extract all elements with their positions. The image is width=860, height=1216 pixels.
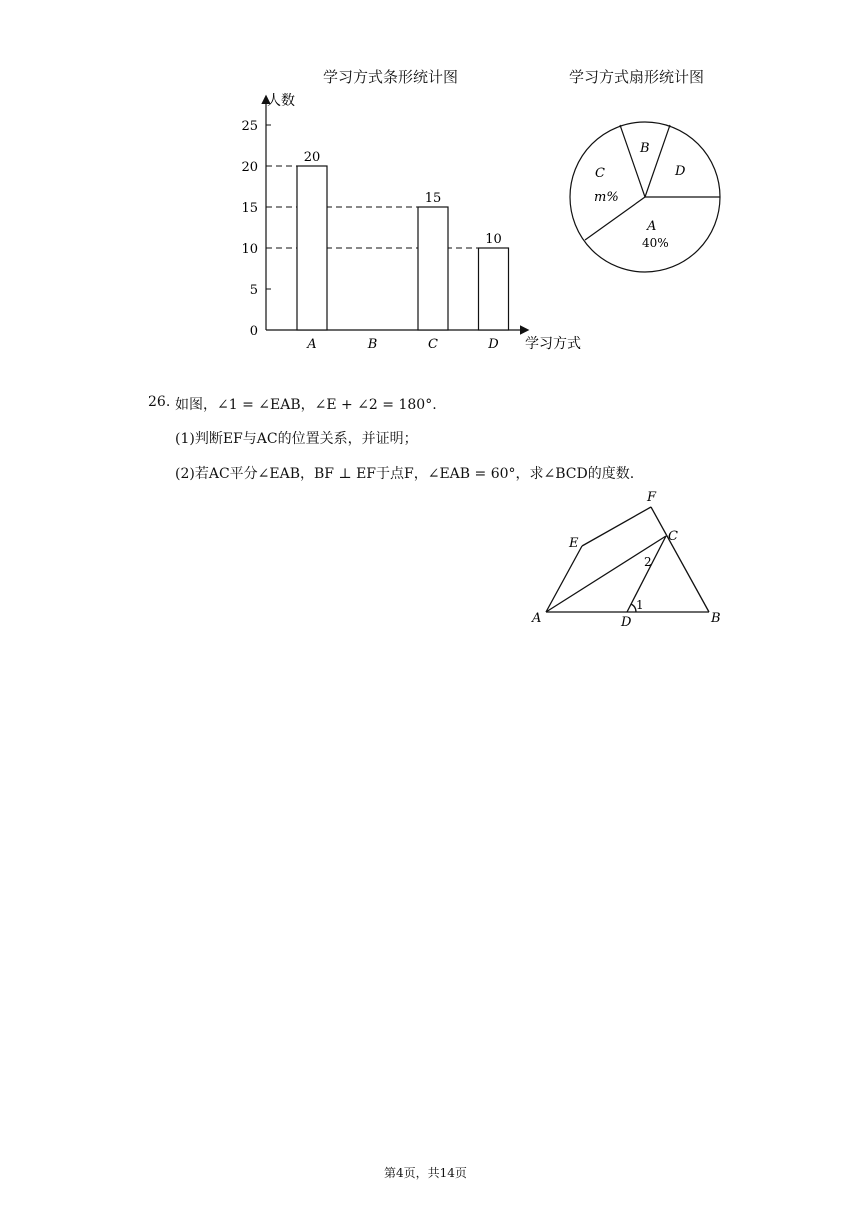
y-tick-label: 20: [241, 160, 258, 175]
angle-2-label: 2: [644, 555, 652, 569]
segment-ef: [582, 507, 651, 546]
pie-value-a: 40%: [642, 236, 669, 250]
pie-label-d: D: [675, 164, 686, 179]
y-tick-label: 10: [241, 242, 258, 257]
segment-cd: [627, 536, 666, 612]
y-tick-label: 15: [241, 201, 258, 216]
pie-label-b: B: [640, 141, 650, 156]
question-part2: (2)若AC平分∠EAB，BF ⊥ EF于点F，∠EAB = 60°，求∠BCD的度数.: [175, 466, 635, 482]
pie-label-a: A: [647, 219, 657, 234]
bar-chart-title: 学习方式条形统计图: [323, 68, 459, 86]
y-tick-label: 5: [249, 283, 258, 298]
pie-chart: [560, 115, 730, 280]
y-tick-label: 25: [241, 119, 258, 134]
point-e-label: E: [569, 536, 579, 551]
bar: [418, 207, 448, 330]
segment-ac: [546, 536, 666, 612]
segment-ae: [546, 546, 582, 612]
pie-value-c: m%: [594, 190, 619, 205]
bar: [479, 248, 509, 330]
point-f-label: F: [647, 490, 657, 505]
point-a-label: A: [532, 611, 542, 626]
x-axis-label: 学习方式: [525, 336, 581, 352]
point-d-label: D: [621, 615, 632, 630]
angle-1-label: 1: [636, 598, 644, 612]
bar-chart: [225, 85, 605, 360]
segment-fb: [651, 507, 709, 612]
x-category-label: B: [367, 337, 378, 352]
question-number: 26.: [148, 394, 171, 410]
point-c-label: C: [668, 529, 678, 544]
bar-value-label: 10: [485, 232, 502, 247]
pie-label-c: C: [595, 166, 605, 181]
bar-value-label: 15: [424, 191, 442, 206]
y-axis-label: 人数: [267, 93, 295, 109]
page-footer: 第4页，共14页: [384, 1166, 467, 1180]
question-stem: 如图，∠1 = ∠EAB，∠E + ∠2 = 180°.: [175, 397, 437, 413]
x-category-label: C: [428, 337, 438, 352]
y-tick-label: 0: [249, 324, 258, 339]
bar: [297, 166, 327, 330]
point-b-label: B: [711, 611, 721, 626]
bar-value-label: 20: [303, 150, 321, 165]
x-category-label: D: [488, 337, 499, 352]
x-category-label: A: [307, 337, 317, 352]
geometry-figure: [530, 485, 730, 630]
pie-chart-title: 学习方式扇形统计图: [569, 68, 705, 86]
question-part1: (1)判断EF与AC的位置关系，并证明；: [175, 431, 418, 447]
